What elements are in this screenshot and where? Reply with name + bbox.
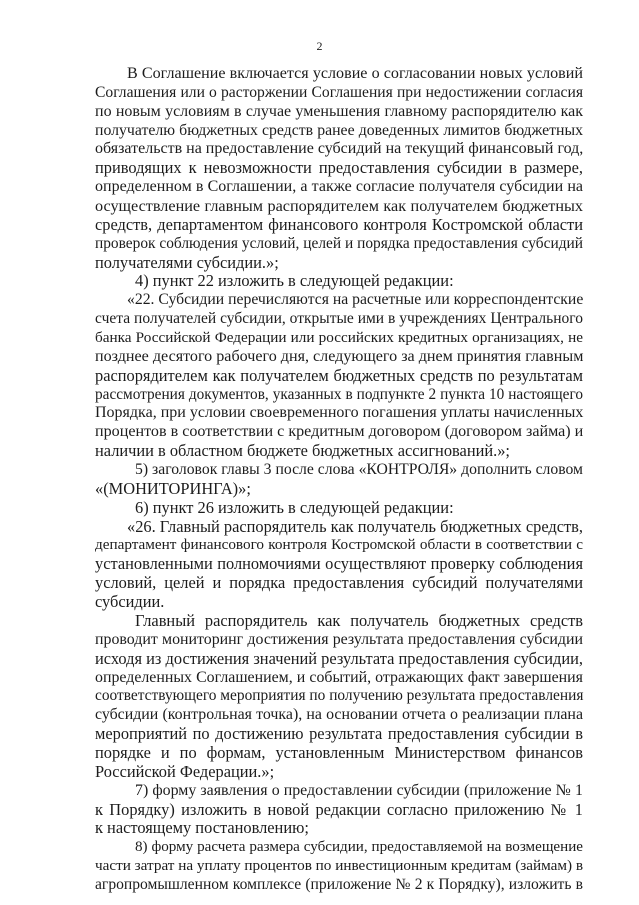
text-line: приводящих к невозможности предоставления субсидии в размере,	[95, 158, 583, 178]
text-line: рассмотрения документов, указанных в подпункте 2 пункта 10 настоящего	[95, 385, 583, 403]
text-line: наличии в областном бюджете бюджетных ассигнований.»;	[95, 441, 510, 461]
text-line: Соглашения или о расторжении Соглашения при недостижении согласия	[95, 83, 583, 101]
text-line: обязательств на предоставление субсидий на текущий финансовый год,	[95, 140, 584, 158]
text-line: банка Российской Федерации или российских кредитных организациях, не	[95, 329, 583, 347]
text-line: Порядка, при условии своевременного погашения уплаты начисленных	[95, 404, 584, 422]
text-line: «(МОНИТОРИНГА)»;	[95, 478, 251, 498]
text-line: позднее десятого рабочего дня, следующего за днем принятия главным	[95, 347, 584, 365]
text-line: соответствующего мероприятия по получению результата предоставления	[95, 687, 584, 705]
text-line: осуществление главным распорядителем как получателем бюджетных	[95, 197, 583, 216]
text-line: порядке и по формам, установленным Министерством финансов	[95, 742, 583, 762]
text-line: средств, департаментом финансового контроля Костромской области	[95, 214, 583, 234]
text-line: В Соглашение включается условие о согласовании новых условий	[127, 65, 583, 82]
text-line: агропромышленном комплексе (приложение № 2 к Порядку), изложить в	[95, 875, 583, 893]
text-line: 5) заголовок главы 3 после слова «КОНТРОЛЯ» дополнить словом	[135, 461, 583, 479]
text-line: «26. Главный распорядитель как получатель бюджетных средств,	[127, 516, 583, 536]
document-body	[95, 65, 583, 895]
text-line: субсидии.	[95, 592, 165, 612]
text-line: определенных Соглашением, и событий, отражающих факт завершения	[95, 668, 583, 686]
text-line: распорядителем как получателем бюджетных средств по результатам	[95, 365, 583, 385]
text-line: «22. Субсидии перечисляются на расчетные или корреспондентские	[127, 291, 584, 309]
text-line: Главный распорядитель как получатель бюджетных средств	[135, 610, 583, 630]
text-line: по новым условиям в случае уменьшения главному распорядителю как	[95, 102, 583, 120]
text-line: установленными полномочиями осуществляют проверку соблюдения	[95, 554, 583, 574]
text-line: 7) форму заявления о предоставлении субсидии (приложение № 1	[135, 781, 583, 799]
text-line: к настоящему постановлению;	[95, 818, 309, 838]
text-line: 4) пункт 22 изложить в следующей редакции:	[135, 271, 454, 291]
text-line: мероприятий по достижению результата предоставления субсидии в	[95, 724, 583, 744]
text-line: 8) форму расчета размера субсидии, предоставляемой на возмещение	[135, 839, 583, 856]
text-line: получателями субсидии.»;	[95, 252, 279, 272]
text-line: департамент финансового контроля Костромской области в соответствии с	[95, 536, 583, 554]
text-line: Российской Федерации.»;	[95, 761, 275, 781]
text-line: проводит мониторинг достижения результата предоставления субсидии	[95, 630, 583, 648]
text-line: определенном в Соглашении, а также согласие получателя субсидии на	[95, 178, 583, 196]
text-line: получателю бюджетных средств ранее доведенных лимитов бюджетных	[95, 121, 583, 139]
text-line: счета получателей субсидии, открытые ими в учреждениях Центрального	[95, 310, 583, 328]
text-line: к Порядку) изложить в новой редакции согласно приложению № 1	[95, 799, 583, 819]
text-line: 6) пункт 26 изложить в следующей редакции:	[135, 497, 454, 517]
text-line: процентов в соответствии с кредитным договором (договором займа) и	[95, 423, 584, 441]
text-line: субсидии (контрольная точка), на основании отчета о реализации плана	[95, 706, 583, 724]
text-line: части затрат на уплату процентов по инвестиционным кредитам (займам) в	[95, 857, 584, 875]
text-line: исходя из достижения значений результата предоставления субсидии,	[95, 648, 583, 668]
page-number: 2	[316, 39, 323, 53]
text-line: условий, целей и порядка предоставления субсидий получателями	[95, 573, 583, 593]
text-line: проверок соблюдения условий, целей и порядка предоставления субсидий	[95, 234, 583, 252]
